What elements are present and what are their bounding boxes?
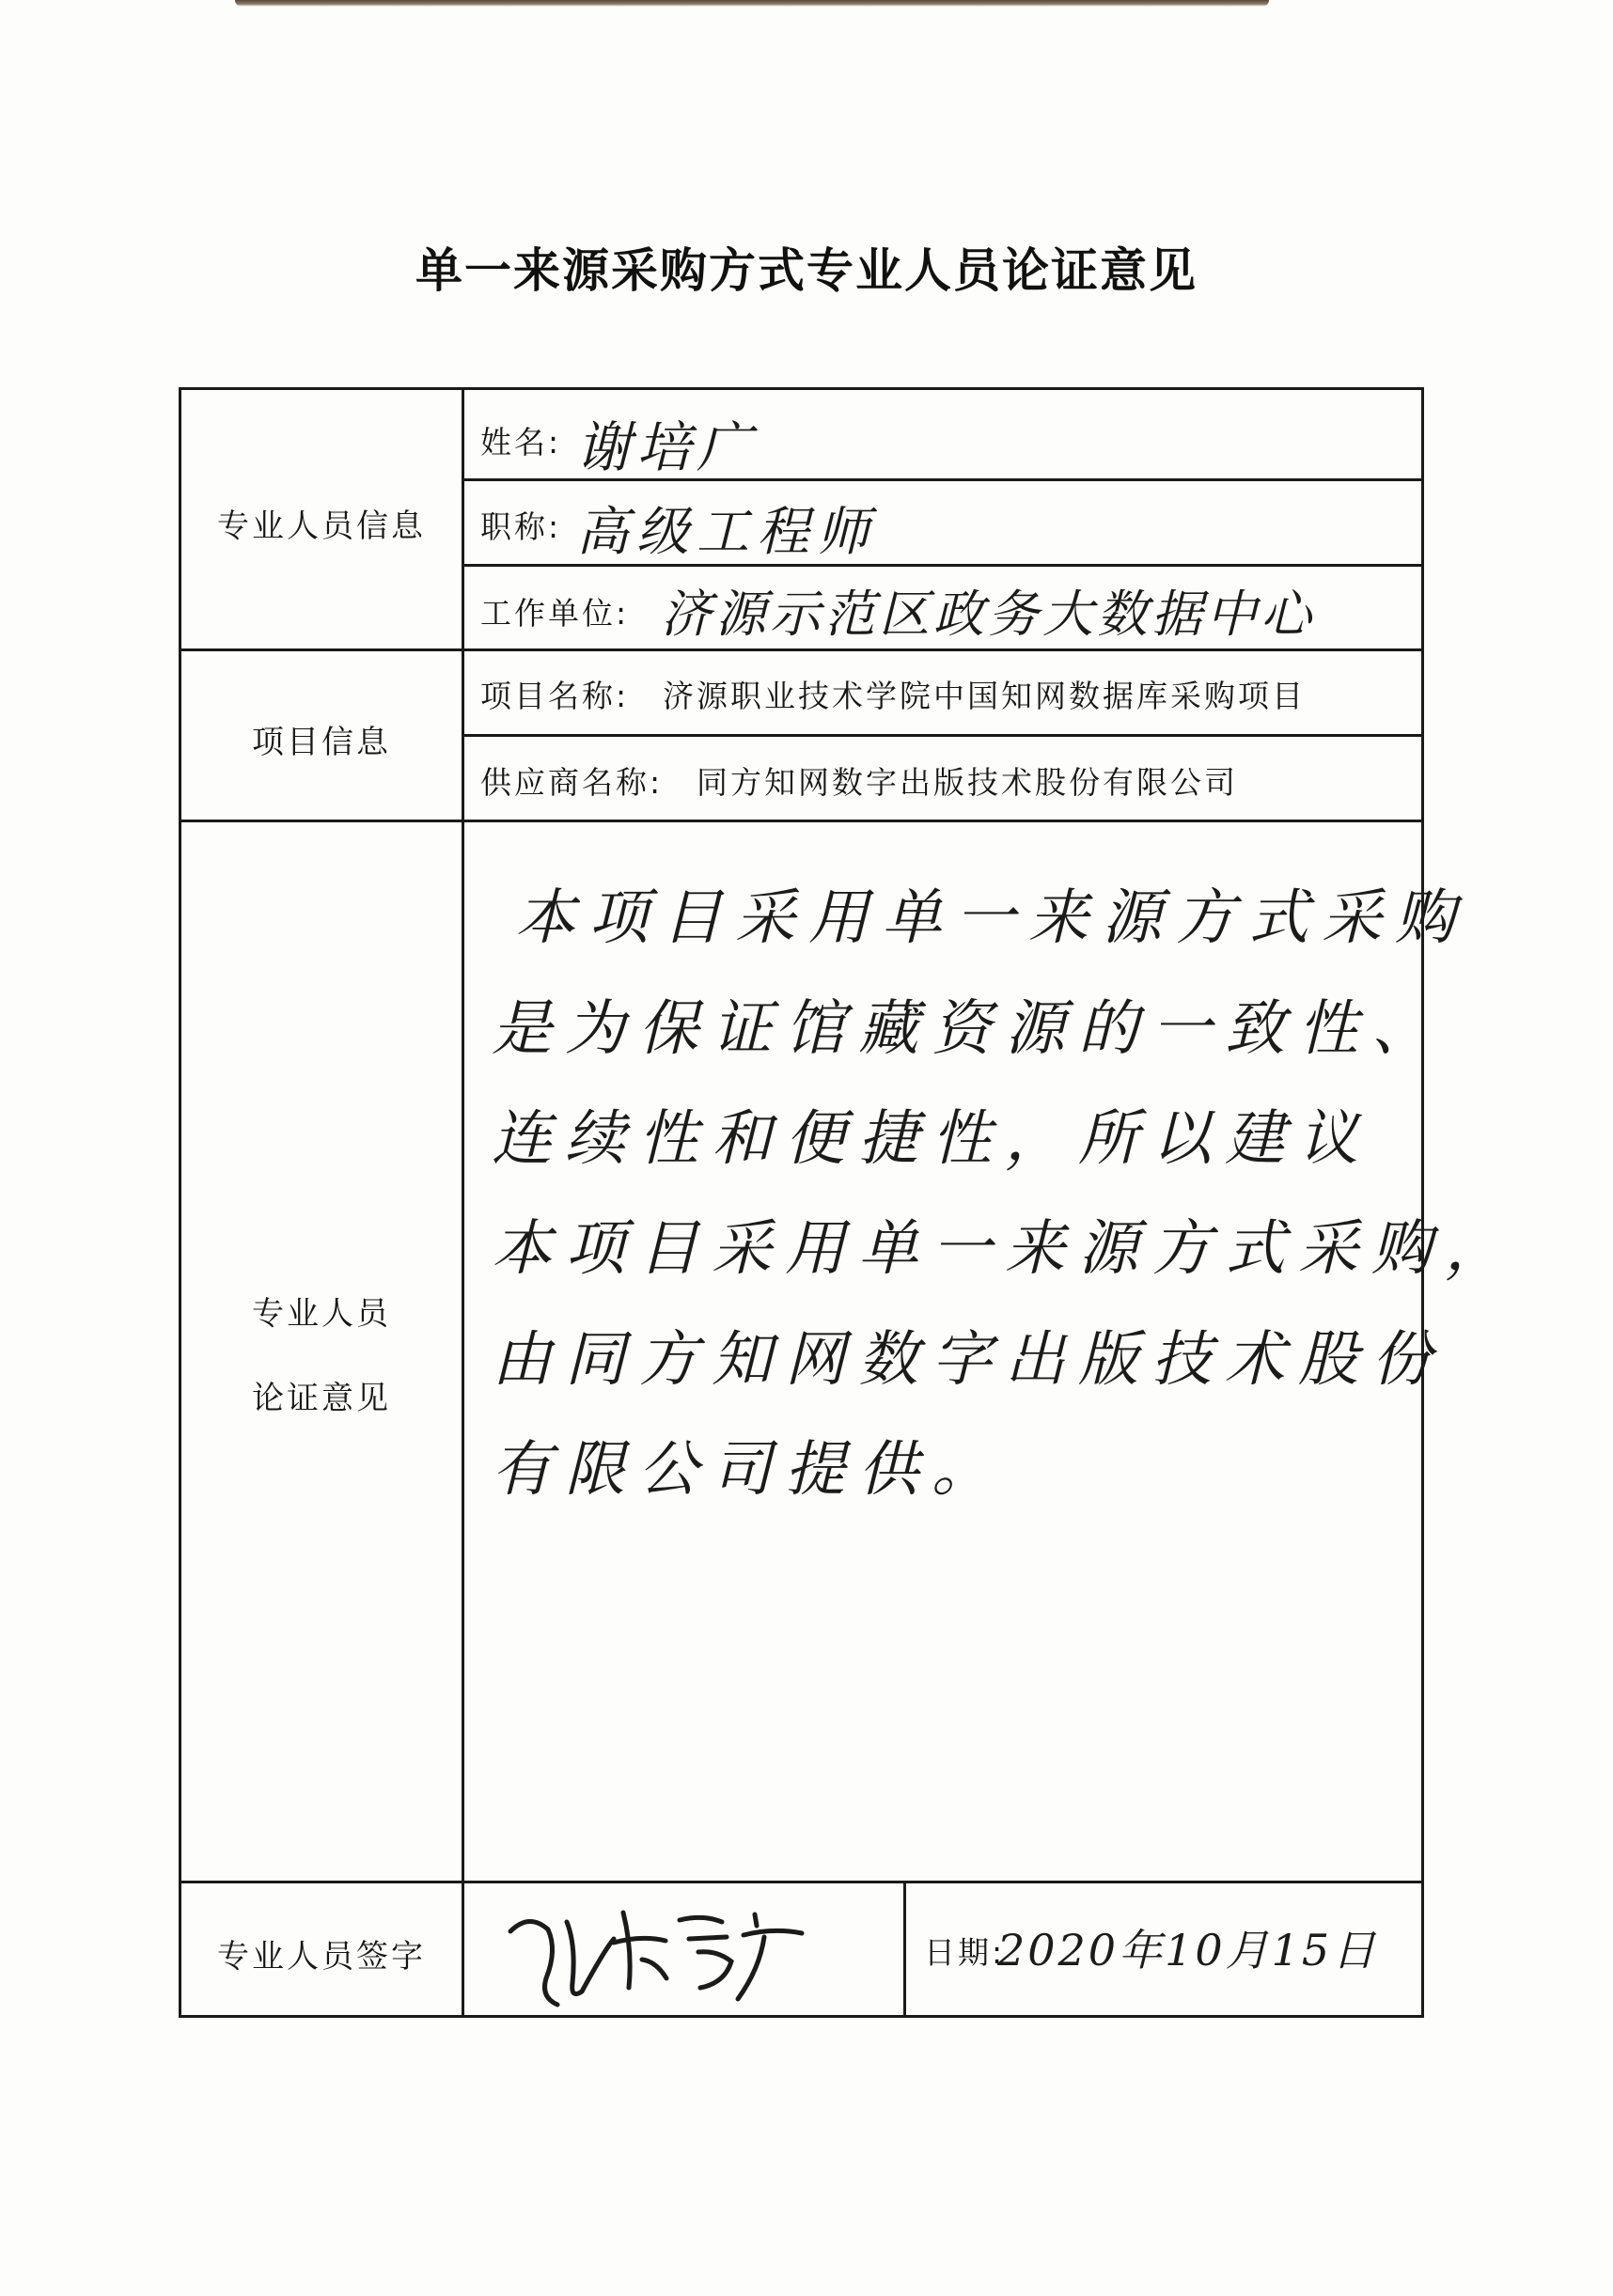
column-divider xyxy=(462,390,464,2015)
supplier-value: 同方知网数字出版技术股份有限公司 xyxy=(697,764,1238,801)
opinion-label-line2: 论证意见 xyxy=(252,1380,391,1417)
opinion-line: 有限公司提供。 xyxy=(492,1435,1005,1505)
opinion-line: 连续性和便捷性，所以建议 xyxy=(492,1104,1371,1174)
date-label: 日期: xyxy=(924,1934,1006,1971)
scan-top-edge xyxy=(235,0,1269,7)
project-name-value: 济源职业技术学院中国知网数据库采购项目 xyxy=(663,678,1306,714)
signature-date-divider xyxy=(903,1881,906,2015)
opinion-line: 是为保证馆藏资源的一致性、 xyxy=(492,994,1445,1064)
opinion-form-table xyxy=(179,387,1518,2018)
opinion-label-line1: 专业人员 xyxy=(252,1295,391,1333)
signature xyxy=(492,1894,886,2011)
expert-info-label: 专业人员信息 xyxy=(217,508,426,545)
opinion-line: 本项目采用单一来源方式采购， xyxy=(492,1214,1518,1284)
opinion-line: 由同方知网数字出版技术股份 xyxy=(492,1325,1445,1395)
project-name-label: 项目名称: xyxy=(480,678,630,714)
section-divider xyxy=(181,648,1421,651)
title-label: 职称: xyxy=(480,508,562,545)
row-divider xyxy=(462,734,1421,737)
employer-label: 工作单位: xyxy=(480,595,630,632)
opinion-line: 本项目采用单一来源方式采购 xyxy=(515,883,1468,953)
handwritten-signature-mark xyxy=(492,1894,886,2011)
section-divider xyxy=(181,1881,1421,1883)
title-value: 高级工程师 xyxy=(576,502,877,563)
supplier-label: 供应商名称: xyxy=(480,764,664,801)
section-divider xyxy=(181,820,1421,822)
employer-value: 济源示范区政务大数据中心 xyxy=(661,585,1315,644)
project-info-label: 项目信息 xyxy=(252,724,391,761)
name-label: 姓名: xyxy=(480,424,562,461)
signature-label: 专业人员签字 xyxy=(217,1938,426,1976)
name-value: 谢培广 xyxy=(576,415,758,479)
document-title: 单一来源采购方式专业人员论证意见 xyxy=(415,243,1198,298)
date-value: 2020年10月15日 xyxy=(997,1925,1379,1976)
